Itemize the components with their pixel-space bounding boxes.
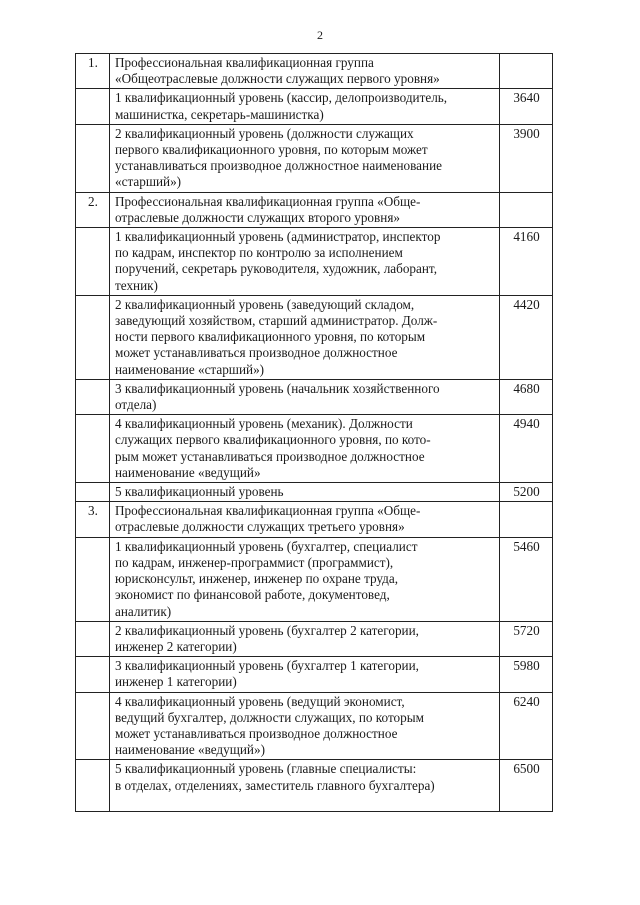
description-cell: 1 квалификационный уровень (администратор, инспектор по кадрам, инспектор по контролю за исполнением поручений, секретарь руководителя, художник, лаборант, техник) [110, 228, 500, 296]
description-cell: Профессиональная квалификационная группа «Обще- отраслевые должности служащих третьего уровня» [110, 502, 500, 537]
description-cell: Профессиональная квалификационная группа «Обще- отраслевые должности служащих второго уровня» [110, 192, 500, 227]
salary-amount-cell: 6500 [500, 760, 553, 812]
salary-amount-cell: 3640 [500, 89, 553, 124]
salary-amount-cell [500, 502, 553, 537]
row-number-cell [76, 692, 110, 760]
description-cell: 3 квалификационный уровень (начальник хозяйственного отдела) [110, 379, 500, 414]
row-number-cell: 1. [76, 54, 110, 89]
salary-amount-cell: 6240 [500, 692, 553, 760]
row-number-cell [76, 621, 110, 656]
salary-amount-cell [500, 54, 553, 89]
description-cell: 4 квалификационный уровень (механик). Должности служащих первого квалификационного уровня, по кото- рым может устанавливаться производное должностное наименование «ведущий» [110, 415, 500, 483]
row-number-cell [76, 379, 110, 414]
salary-amount-cell: 5200 [500, 483, 553, 502]
group-header-row [76, 192, 553, 227]
qualification-salary-table [75, 53, 553, 812]
qualification-level-row [76, 621, 553, 656]
qualification-level-row [76, 760, 553, 812]
qualification-level-row [76, 483, 553, 502]
qualification-level-row [76, 379, 553, 414]
qualification-level-row [76, 692, 553, 760]
row-number-cell [76, 760, 110, 812]
description-cell: Профессиональная квалификационная группа «Общеотраслевые должности служащих первого уровня» [110, 54, 500, 89]
salary-amount-cell: 5460 [500, 537, 553, 621]
qualification-level-row [76, 228, 553, 296]
row-number-cell [76, 415, 110, 483]
salary-amount-cell [500, 192, 553, 227]
description-cell: 1 квалификационный уровень (кассир, делопроизводитель, машинистка, секретарь-машинистка) [110, 89, 500, 124]
salary-amount-cell: 4680 [500, 379, 553, 414]
group-header-row [76, 502, 553, 537]
salary-amount-cell: 5980 [500, 657, 553, 692]
description-cell: 5 квалификационный уровень [110, 483, 500, 502]
table-body [76, 54, 553, 812]
salary-amount-cell: 4420 [500, 295, 553, 379]
qualification-level-row [76, 89, 553, 124]
row-number-cell: 3. [76, 502, 110, 537]
row-number-cell [76, 483, 110, 502]
qualification-level-row [76, 657, 553, 692]
page-number: 2 [317, 28, 323, 42]
qualification-level-row [76, 295, 553, 379]
group-header-row [76, 54, 553, 89]
row-number-cell [76, 657, 110, 692]
row-number-cell [76, 89, 110, 124]
description-cell: 2 квалификационный уровень (заведующий складом, заведующий хозяйством, старший администратор. Долж- ности первого квалификационного уровня, по которым может устанавливаться производное должностное наименование «старший») [110, 295, 500, 379]
salary-amount-cell: 3900 [500, 124, 553, 192]
qualification-level-row [76, 415, 553, 483]
qualification-level-row [76, 124, 553, 192]
description-cell: 1 квалификационный уровень (бухгалтер, специалист по кадрам, инженер-программист (программист), юрисконсульт, инженер, инженер по охране труда, экономист по финансовой работе, документовед, аналитик) [110, 537, 500, 621]
salary-amount-cell: 4160 [500, 228, 553, 296]
row-number-cell [76, 124, 110, 192]
description-cell: 4 квалификационный уровень (ведущий экономист, ведущий бухгалтер, должности служащих, по которым может устанавливаться производное должностное наименование «ведущий») [110, 692, 500, 760]
description-cell: 3 квалификационный уровень (бухгалтер 1 категории, инженер 1 категории) [110, 657, 500, 692]
salary-amount-cell: 4940 [500, 415, 553, 483]
description-cell: 2 квалификационный уровень (должности служащих первого квалификационного уровня, по которым может устанавливаться производное должностное наименование «старший») [110, 124, 500, 192]
row-number-cell: 2. [76, 192, 110, 227]
row-number-cell [76, 295, 110, 379]
description-cell: 5 квалификационный уровень (главные специалисты: в отделах, отделениях, заместитель главного бухгалтера) [110, 760, 500, 812]
salary-amount-cell: 5720 [500, 621, 553, 656]
qualification-level-row [76, 537, 553, 621]
description-cell: 2 квалификационный уровень (бухгалтер 2 категории, инженер 2 категории) [110, 621, 500, 656]
row-number-cell [76, 228, 110, 296]
row-number-cell [76, 537, 110, 621]
